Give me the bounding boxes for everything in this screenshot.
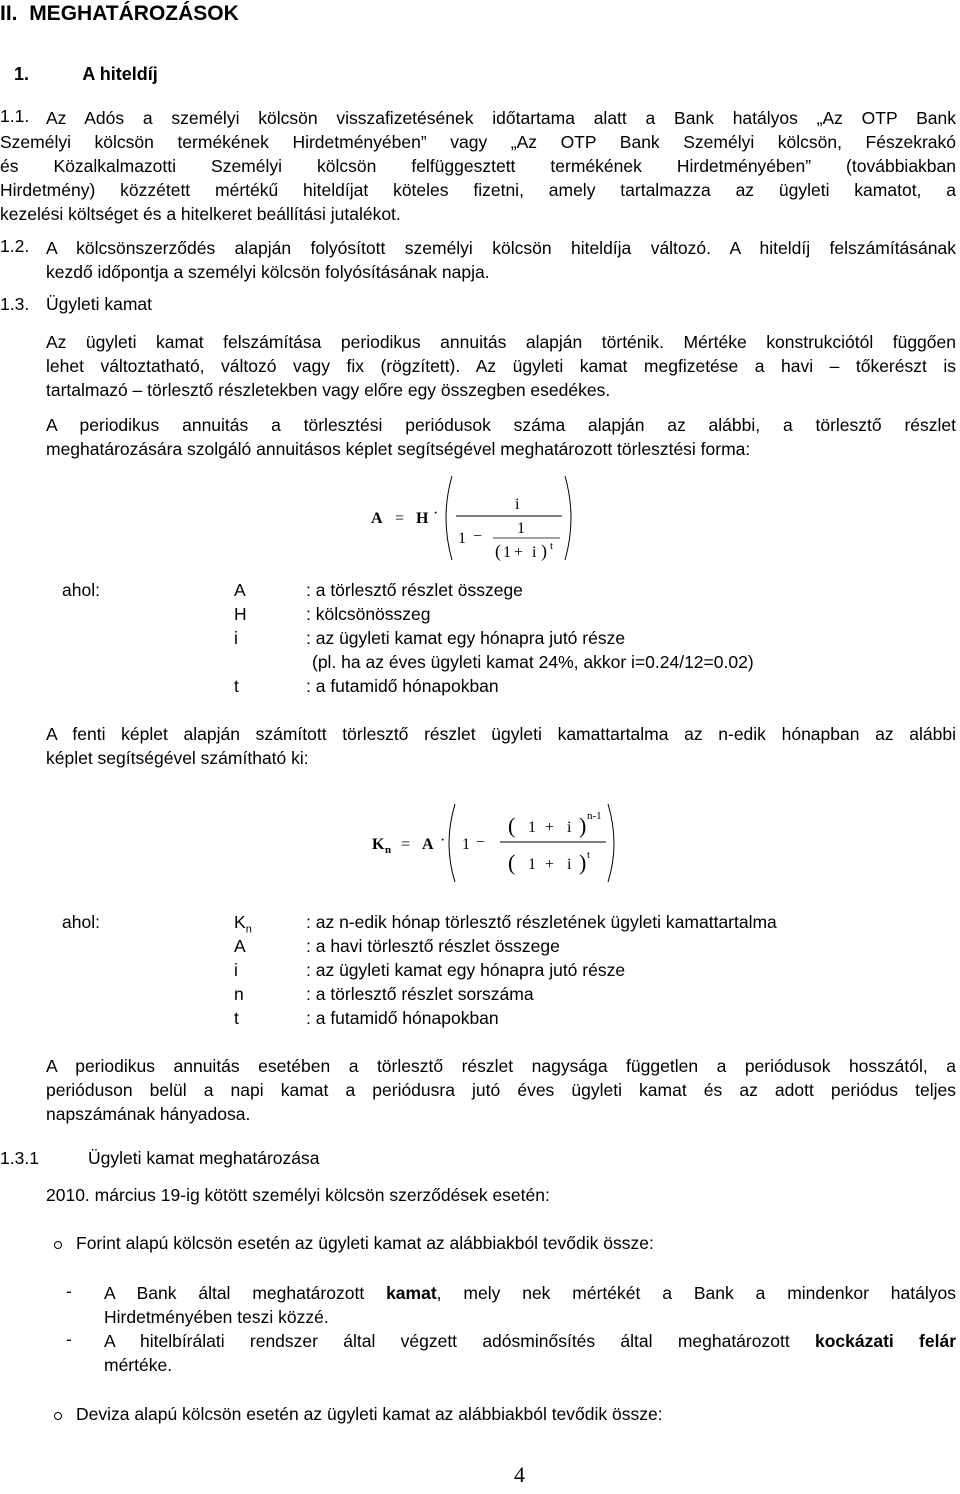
subsection-title: Ügyleti kamat meghatározása — [88, 1148, 320, 1168]
formula2-num-plus: + — [545, 819, 555, 836]
formula2-eq: = — [401, 836, 411, 853]
intro-text: 2010. március 19-ig kötött személyi kölcsön szerződések esetén: — [46, 1185, 550, 1205]
legend-2-desc: : a futamidő hónapokban — [306, 1008, 499, 1028]
formula2-num-one: 1 — [528, 819, 536, 836]
dash-mark: - — [66, 1281, 72, 1301]
formula2-num-open: ( — [508, 813, 516, 838]
formula-paren-close: ) — [541, 541, 547, 561]
formula2-sub: n — [385, 844, 392, 856]
legend-1-desc: : a törlesztő részlet összege — [306, 580, 523, 600]
formula-i: i — [532, 544, 537, 561]
para-line: meghatározására szolgáló annuitásos képlet segítségével meghatározott törlesztési forma: — [46, 439, 751, 459]
section-title: A hiteldíj — [82, 64, 158, 84]
para-1-3-title: Ügyleti kamat — [46, 294, 153, 314]
para-line: kezelési költséget és a hitelkeret beállítási jutalékot. — [0, 204, 401, 224]
interest-formula — [360, 800, 620, 886]
formula-one: 1 — [458, 530, 466, 547]
formula-lhs: A — [371, 510, 383, 527]
formula2-den-exp: t — [587, 849, 591, 861]
legend-2-desc: : az ügyleti kamat egy hónapra jutó része — [306, 960, 626, 980]
section-number: 1. — [14, 64, 30, 84]
para-1-3-a — [46, 330, 956, 402]
formula2-left-paren — [449, 804, 455, 882]
dash-1-line2: Hirdetményében teszi közzé. — [104, 1307, 329, 1327]
chapter-title: MEGHATÁROZÁSOK — [29, 2, 239, 25]
para-1-2 — [46, 236, 956, 284]
formula2-a: A — [422, 836, 434, 853]
legend-1-desc: : az ügyleti kamat egy hónapra jutó része — [306, 628, 626, 648]
dash-1-line — [104, 1281, 956, 1305]
formula-paren-one: 1 — [503, 544, 511, 561]
legend-1-desc: : a futamidő hónapokban — [306, 676, 499, 696]
legend-1-label: ahol: — [62, 580, 100, 600]
formula2-den-close: ) — [579, 850, 587, 875]
formula2-den-plus: + — [545, 856, 555, 873]
chapter-number: II. — [0, 2, 18, 25]
formula2-den-one: 1 — [528, 856, 536, 873]
legend-1-sym: i — [234, 628, 238, 648]
para-line: képlet segítségével számítható ki: — [46, 748, 309, 768]
para-line: napszámának hányadosa. — [46, 1104, 251, 1124]
para-1-3-number: 1.3. — [0, 294, 30, 314]
formula2-one: 1 — [462, 836, 470, 853]
para-line: és Közalkalmazotti Személyi kölcsön felfüggesztett termékének Hirdetményében” (továbbiakban — [0, 156, 956, 176]
bullet-dot — [54, 1241, 62, 1249]
chapter-heading — [0, 2, 239, 26]
legend-2-sym: A — [234, 936, 246, 956]
para-1-2-number: 1.2. — [0, 236, 30, 256]
legend-2-desc: : a havi törlesztő részlet összege — [306, 936, 560, 956]
para-line: Az ügyleti kamat felszámítása periodikus annuitás alapján történik. Mértéke konstrukciótól függően — [46, 332, 956, 352]
legend-2-sym: n — [234, 984, 244, 1004]
para-line: A fenti képlet alapján számított törlesztő részlet ügyleti kamattartalma az n-edik hónapban az alábbi — [46, 724, 956, 744]
dash-2 — [104, 1329, 956, 1377]
para-periodikus — [46, 1054, 956, 1126]
dash-2-pre: A hitelbírálati rendszer által végzett adósminősítés által meghatározott — [104, 1331, 815, 1351]
para-line: Az Adós a személyi kölcsön visszafizetésének időtartama alatt a Bank hatályos „Az OTP Bank — [46, 108, 956, 128]
dash-1-bold: kamat — [386, 1283, 437, 1303]
para-kamattartalom — [46, 722, 956, 770]
bullet-dot — [54, 1412, 62, 1420]
para-line: Hirdetmény) közzétett mértékű hiteldíjat köteles fizetni, amely tartalmazza az ügyleti kamatot, a — [0, 180, 956, 200]
formula-paren-open: ( — [495, 541, 501, 561]
para-1-1-cont — [0, 130, 956, 226]
legend-1-desc: : kölcsönösszeg — [306, 604, 431, 624]
para-line: A periodikus annuitás esetében a törlesztő részlet nagysága független a periódusok hosszától, a — [46, 1056, 956, 1076]
dash-2-line — [104, 1329, 956, 1353]
legend-2-sub: n — [245, 923, 252, 936]
bullet-2-text: Deviza alapú kölcsön esetén az ügyleti kamat az alábbiakból tevődik össze: — [76, 1404, 663, 1424]
para-1-1-number: 1.1. — [0, 106, 30, 126]
formula-numerator: i — [515, 496, 520, 513]
dash-2-line2: mértéke. — [104, 1355, 173, 1375]
para-1-3-b — [46, 413, 956, 461]
para-line: A kölcsönszerződés alapján folyósított személyi kölcsön hiteldíja változó. A hiteldíj felszámításának — [46, 238, 956, 258]
legend-2-sym-k — [234, 912, 252, 936]
formula2-den-i: i — [567, 856, 572, 873]
legend-2-desc: : az n-edik hónap törlesztő részletének ügyleti kamattartalma — [306, 912, 777, 932]
para-line: perióduson belül a napi kamat a periódusra jutó éves ügyleti kamat és az adott periódus teljes — [46, 1080, 956, 1100]
formula2-right-paren — [608, 804, 614, 882]
formula-left-paren — [446, 476, 452, 560]
formula2-k: K — [372, 836, 385, 853]
annuity-formula — [360, 470, 580, 566]
legend-2-label: ahol: — [62, 912, 100, 932]
formula-exponent: t — [550, 540, 554, 552]
formula-h: H — [416, 510, 429, 527]
para-line: lehet változtatható, változó vagy fix (rögzített). Az ügyleti kamat megfizetése a havi – tőkerészt is — [46, 356, 956, 376]
formula2-num-i: i — [567, 819, 572, 836]
page-number: 4 — [514, 1462, 525, 1487]
para-line: Személyi kölcsön termékének Hirdetményében” vagy „Az OTP Bank Személyi kölcsön, Fészekrakó — [0, 132, 956, 152]
section-heading — [14, 64, 158, 85]
para-1-1 — [46, 106, 956, 130]
dash-1 — [104, 1281, 956, 1329]
formula-eq: = — [395, 510, 405, 527]
para-line: A periodikus annuitás a törlesztési periódusok száma alapján az alábbi, a törlesztő részlet — [46, 415, 956, 435]
formula-inner-one: 1 — [517, 520, 525, 537]
formula2-minus: − — [476, 834, 486, 851]
para-line: kezdő időpontja a személyi kölcsön folyósításának napja. — [46, 262, 490, 282]
formula2-num-close: ) — [579, 813, 587, 838]
legend-2-sym: K — [234, 912, 246, 932]
formula-right-paren — [565, 476, 571, 560]
para-line: tartalmazó – törlesztő részletekben vagy előre egy összegben esedékes. — [46, 380, 611, 400]
dash-1-post: , mely nek mértékét a Bank a mindenkor hatályos — [436, 1283, 956, 1303]
legend-2-sym: i — [234, 960, 238, 980]
formula-plus: + — [514, 544, 524, 561]
formula2-den-open: ( — [508, 850, 516, 875]
legend-2-desc: : a törlesztő részlet sorszáma — [306, 984, 534, 1004]
formula-dot: · — [433, 505, 439, 522]
legend-1-desc: (pl. ha az éves ügyleti kamat 24%, akkor i=0.24/12=0.02) — [312, 652, 754, 672]
legend-1-sym: t — [234, 676, 239, 696]
legend-2-sym: t — [234, 1008, 239, 1028]
subsection-number: 1.3.1 — [0, 1148, 39, 1168]
dash-2-bold: kockázati felár — [814, 1331, 957, 1351]
bullet-1-text: Forint alapú kölcsön esetén az ügyleti kamat az alábbiakból tevődik össze: — [76, 1233, 654, 1253]
formula2-num-exp: n-1 — [587, 810, 602, 822]
legend-1-sym: A — [234, 580, 246, 600]
dash-1-pre: A Bank által meghatározott — [104, 1283, 387, 1303]
dash-mark: - — [66, 1329, 72, 1349]
formula2-dot: · — [440, 832, 446, 849]
legend-1-sym: H — [234, 604, 247, 624]
formula-minus: − — [473, 528, 483, 545]
